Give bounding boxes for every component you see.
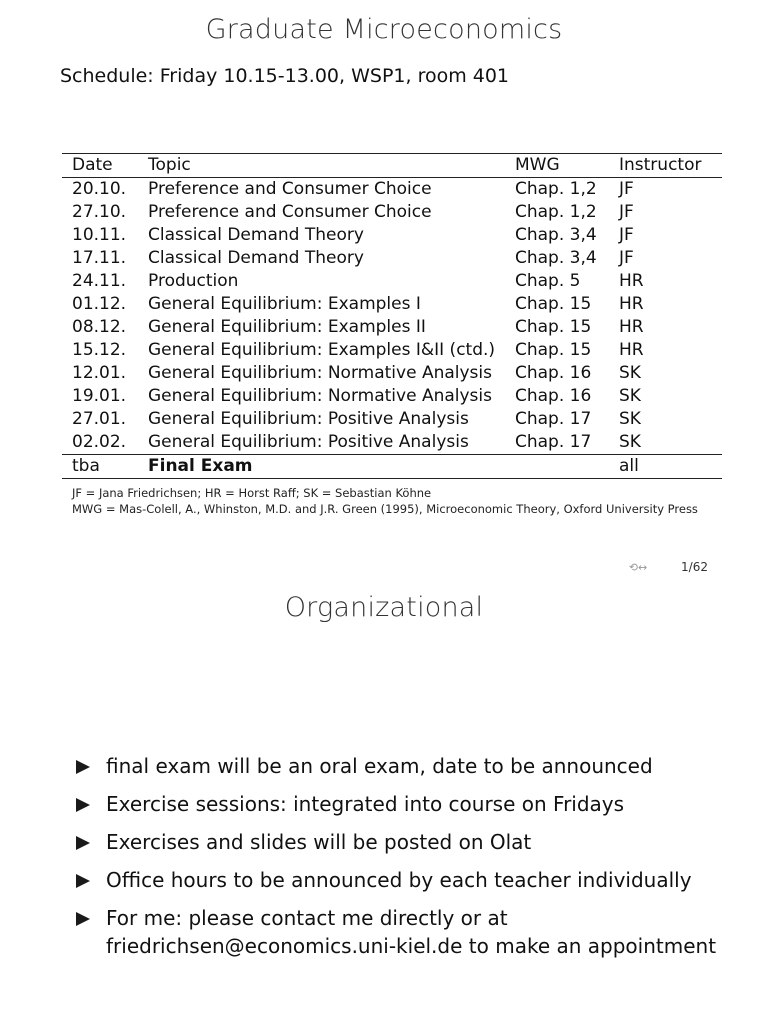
table-body bbox=[62, 178, 722, 455]
triangle-bullet-icon bbox=[76, 798, 90, 812]
table-row bbox=[62, 224, 722, 247]
triangle-bullet-icon bbox=[76, 912, 90, 926]
slide-navigation bbox=[629, 560, 708, 574]
cell-topic: General Equilibrium: Examples I&II (ctd.) bbox=[148, 340, 496, 360]
cell-date: 17.11. bbox=[72, 248, 127, 268]
cell-instructor: SK bbox=[619, 409, 641, 429]
list-item bbox=[76, 904, 736, 960]
footnote-mwg: MWG = Mas-Colell, A., Whinston, M.D. and J.R. Green (1995), Microeconomic Theory, Oxford University Press bbox=[72, 502, 698, 516]
cell-topic: General Equilibrium: Positive Analysis bbox=[148, 432, 469, 452]
cell-mwg: Chap. 16 bbox=[515, 386, 592, 406]
table-row bbox=[62, 247, 722, 270]
exam-mwg bbox=[515, 455, 619, 479]
cell-date: 10.11. bbox=[72, 225, 127, 245]
cell-instructor: HR bbox=[619, 294, 644, 314]
cell-date: 20.10. bbox=[72, 179, 127, 199]
cell-date: 12.01. bbox=[72, 363, 127, 383]
cell-mwg: Chap. 3,4 bbox=[515, 225, 597, 245]
cell-instructor: SK bbox=[619, 432, 641, 452]
header-instructor: Instructor bbox=[619, 155, 702, 175]
header-mwg: MWG bbox=[515, 155, 560, 175]
cell-instructor: JF bbox=[619, 202, 634, 222]
slide-organizational bbox=[0, 582, 768, 1024]
cell-instructor: SK bbox=[619, 363, 641, 383]
table-row bbox=[62, 362, 722, 385]
footnotes bbox=[72, 485, 698, 517]
cell-instructor: JF bbox=[619, 225, 634, 245]
table-row bbox=[62, 316, 722, 339]
cell-instructor: SK bbox=[619, 386, 641, 406]
cell-mwg: Chap. 1,2 bbox=[515, 202, 597, 222]
bullet-text: Exercise sessions: integrated into course on Fridays bbox=[106, 792, 625, 816]
slide-title: Graduate Microeconomics bbox=[205, 14, 563, 45]
table-row bbox=[62, 408, 722, 431]
cell-mwg: Chap. 5 bbox=[515, 271, 581, 291]
list-item bbox=[76, 790, 736, 818]
cell-mwg: Chap. 15 bbox=[515, 340, 592, 360]
cell-topic: General Equilibrium: Normative Analysis bbox=[148, 386, 492, 406]
cell-mwg: Chap. 3,4 bbox=[515, 248, 597, 268]
cell-topic: General Equilibrium: Positive Analysis bbox=[148, 409, 469, 429]
cell-mwg: Chap. 15 bbox=[515, 294, 592, 314]
cell-date: 27.10. bbox=[72, 202, 127, 222]
cell-mwg: Chap. 17 bbox=[515, 432, 592, 452]
cell-topic: Classical Demand Theory bbox=[148, 248, 364, 268]
table-row bbox=[62, 201, 722, 224]
page-number: 1/62 bbox=[681, 560, 708, 574]
bullet-text: Office hours to be announced by each teacher individually bbox=[106, 868, 692, 892]
list-item bbox=[76, 866, 736, 894]
cell-date: 15.12. bbox=[72, 340, 127, 360]
cell-mwg: Chap. 15 bbox=[515, 317, 592, 337]
cell-topic: Classical Demand Theory bbox=[148, 225, 364, 245]
cell-mwg: Chap. 17 bbox=[515, 409, 592, 429]
list-item bbox=[76, 828, 736, 856]
cell-topic: General Equilibrium: Examples II bbox=[148, 317, 426, 337]
cell-date: 02.02. bbox=[72, 432, 127, 452]
triangle-bullet-icon bbox=[76, 874, 90, 888]
exam-instructor: all bbox=[619, 456, 639, 476]
table-row bbox=[62, 293, 722, 316]
bullet-list bbox=[76, 752, 736, 970]
header-date: Date bbox=[72, 155, 113, 175]
header-topic: Topic bbox=[148, 155, 191, 175]
table-row bbox=[62, 385, 722, 408]
cell-mwg: Chap. 16 bbox=[515, 363, 592, 383]
exam-topic: Final Exam bbox=[148, 456, 253, 476]
cell-mwg: Chap. 1,2 bbox=[515, 179, 597, 199]
cell-date: 08.12. bbox=[72, 317, 127, 337]
cell-date: 24.11. bbox=[72, 271, 127, 291]
cell-topic: General Equilibrium: Examples I bbox=[148, 294, 421, 314]
schedule-table bbox=[62, 153, 722, 479]
cell-instructor: JF bbox=[619, 179, 634, 199]
table-row bbox=[62, 270, 722, 293]
exam-date: tba bbox=[72, 456, 100, 476]
cell-date: 01.12. bbox=[72, 294, 127, 314]
list-item bbox=[76, 752, 736, 780]
exam-row bbox=[62, 455, 722, 479]
table-header-row bbox=[62, 154, 722, 178]
table-row bbox=[62, 178, 722, 202]
bullet-text: For me: please contact me directly or at friedrichsen@economics.uni-kiel.de to make an appointment bbox=[106, 906, 717, 958]
cell-instructor: HR bbox=[619, 271, 644, 291]
cell-instructor: JF bbox=[619, 248, 634, 268]
cell-date: 27.01. bbox=[72, 409, 127, 429]
table-row bbox=[62, 339, 722, 362]
bullet-text: final exam will be an oral exam, date to be announced bbox=[106, 754, 653, 778]
cell-topic: Preference and Consumer Choice bbox=[148, 202, 432, 222]
bullet-text: Exercises and slides will be posted on Olat bbox=[106, 830, 532, 854]
cell-instructor: HR bbox=[619, 340, 644, 360]
cell-topic: General Equilibrium: Normative Analysis bbox=[148, 363, 492, 383]
footnote-instructors: JF = Jana Friedrichsen; HR = Horst Raff; SK = Sebastian Köhne bbox=[72, 486, 432, 500]
cell-topic: Production bbox=[148, 271, 239, 291]
navigation-symbol-icon[interactable]: ⟲↔ bbox=[628, 561, 648, 574]
cell-date: 19.01. bbox=[72, 386, 127, 406]
cell-topic: Preference and Consumer Choice bbox=[148, 179, 432, 199]
cell-instructor: HR bbox=[619, 317, 644, 337]
schedule-line: Schedule: Friday 10.15-13.00, WSP1, room 401 bbox=[60, 65, 510, 87]
triangle-bullet-icon bbox=[76, 760, 90, 774]
table-row bbox=[62, 431, 722, 455]
triangle-bullet-icon bbox=[76, 836, 90, 850]
slide-title: Organizational bbox=[284, 592, 484, 623]
